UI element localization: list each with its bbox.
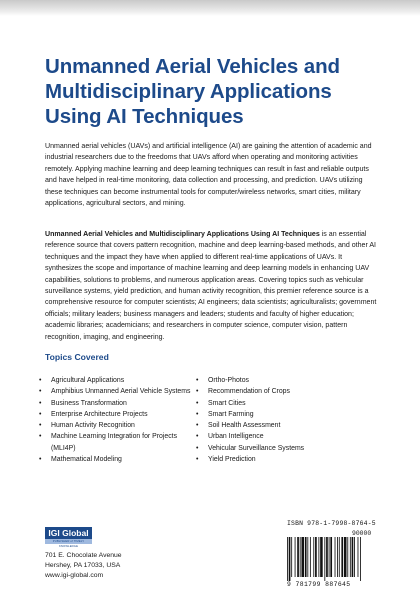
bullet-icon: • [39,377,42,384]
topic-item [195,398,360,409]
barcode-bar [344,537,347,577]
description-paragraph [45,229,380,343]
topic-item [195,431,360,442]
topic-item [38,398,203,409]
publisher-website: www.igi-global.com [45,571,104,579]
barcode-bar [289,537,291,581]
description-book-title: Unmanned Aerial Vehicles and Multidisciplinary Applications Using AI Techniques [45,231,320,238]
barcode-bar [326,537,328,577]
topic-label: Amphibius Unmanned Aerial Vehicle Systems [51,388,191,396]
barcode-bar [324,537,325,581]
barcode-bar [291,537,292,577]
topic-label: Enterprise Architecture Projects [51,410,148,418]
intro-paragraph: Unmanned aerial vehicles (UAVs) and artificial intelligence (AI) are gaining the attention of academic and industrial researchers due to the freedoms that UAVs afford when operating and monitoring activities remotely. Applying machine learning and deep learning techniques can result in fast and reliable outputs and have helped in real-time monitoring, data collection and processing, and prediction. UAVs utilizing these techniques can become instrumental tools for computer/wireless networks, smart cities, military applications, agricultural sectors, and mining. [45,143,372,208]
bullet-icon: • [39,433,42,441]
topics-list-right [195,375,360,465]
barcode-bar [313,537,314,577]
bullet-icon: • [196,433,199,441]
barcode-bar [287,537,288,581]
isbn-text: ISBN 978-1-7998-8764-5 [287,520,376,527]
topic-item [195,375,360,386]
barcode-bar [350,537,351,577]
barcode-number: 9 781799 887645 [287,581,351,588]
topic-item [38,386,203,397]
book-title-line-3: Using AI Techniques [45,105,244,128]
bullet-icon: • [196,444,199,452]
topic-label: Recommendation of Crops [208,388,290,396]
price-code: 90000 [352,530,372,537]
barcode-bar [315,537,317,577]
barcode-bar [341,537,343,577]
barcode-bar [295,537,296,577]
description-body: is an essential reference source that covers pattern recognition, machine and deep learning-based methods, and other AI techniques and the impact they have when applied to different real-time applications of UAVs. It synthesizes the scope and importance of machine learning and deep learning models in enhancing UAV capabilities, solutions to problems, and numerous application areas. Covering topics such as vehicular surveillance systems, yield prediction, and human activity recognition, this premier reference source is a comprehensive resource for computer scientists; AI engineers; data scientists; agriculturalists; government officials; military leaders; business managers and leaders; students and faculty of higher education; academic libraries; academicians; and researchers in computer science, computer vision, pattern recognition, imaging, and engineering. [45,231,377,341]
topic-label: Machine Learning Integration for Projects (MLI4P) [51,433,178,452]
publisher-logo-text: IGI Global [45,527,92,539]
publisher-logo-tagline: PUBLISHER of TIMELY KNOWLEDGE [45,539,92,544]
barcode-bar [320,537,323,577]
barcode-bar [300,537,301,577]
barcode-bar [337,537,338,577]
barcode-bar [301,537,304,577]
topic-label: Yield Prediction [208,456,256,464]
topic-item [38,409,203,420]
topic-item [195,443,360,454]
bullet-icon: • [39,399,42,407]
topics-heading: Topics Covered [45,352,109,362]
topic-label: Business Transformation [51,399,127,407]
topics-list-left [38,375,203,465]
bullet-icon: • [39,456,42,464]
book-title-line-1: Unmanned Aerial Vehicles and [45,55,340,78]
topic-label: Soil Health Assessment [208,422,281,430]
bullet-icon: • [196,377,199,384]
barcode-bar [360,537,361,581]
address-line-2: Hershey, PA 17033, USA [45,561,121,569]
bullet-icon: • [196,456,199,464]
book-title [45,54,385,129]
topic-label: Human Activity Recognition [51,422,135,430]
topic-item [195,454,360,465]
topic-item [38,431,203,454]
bullet-icon: • [196,388,199,396]
barcode-bar [330,537,332,577]
topic-label: Smart Farming [208,410,254,418]
topic-label: Agricultural Applications [51,377,125,384]
topic-label: Mathematical Modeling [51,456,122,464]
topic-label: Smart Cities [208,399,246,407]
top-decorative-band [0,0,420,16]
topic-label: Vehicular Surveillance Systems [208,444,305,452]
barcode-bar [354,537,355,577]
topic-item [195,386,360,397]
book-title-line-2: Multidisciplinary Applications [45,80,332,103]
barcode-bar [310,537,311,577]
topic-label: Ortho-Photos [208,377,249,384]
topic-item [195,409,360,420]
barcode-bar [329,537,330,577]
bullet-icon: • [196,399,199,407]
topic-item [38,375,203,386]
bullet-icon: • [196,410,199,418]
topic-item [38,420,203,431]
topic-item [195,420,360,431]
barcode-bar [335,537,336,577]
barcode-bar [339,537,340,577]
topic-item [38,454,203,465]
address-line-1: 701 E. Chocolate Avenue [45,552,122,559]
bullet-icon: • [39,422,42,430]
barcode-bar [305,537,307,577]
bullet-icon: • [39,388,42,396]
barcode-bar [352,537,354,577]
barcode-bar [318,537,319,577]
publisher-logo [45,527,92,548]
bullet-icon: • [39,410,42,418]
barcode-bar [297,537,299,577]
barcode-bar [358,537,359,577]
publisher-address [45,551,122,580]
barcode-bar [307,537,308,577]
barcode-bars [287,537,385,581]
barcode-bar [347,537,348,577]
bullet-icon: • [196,422,199,430]
topic-label: Urban Intelligence [208,433,264,441]
